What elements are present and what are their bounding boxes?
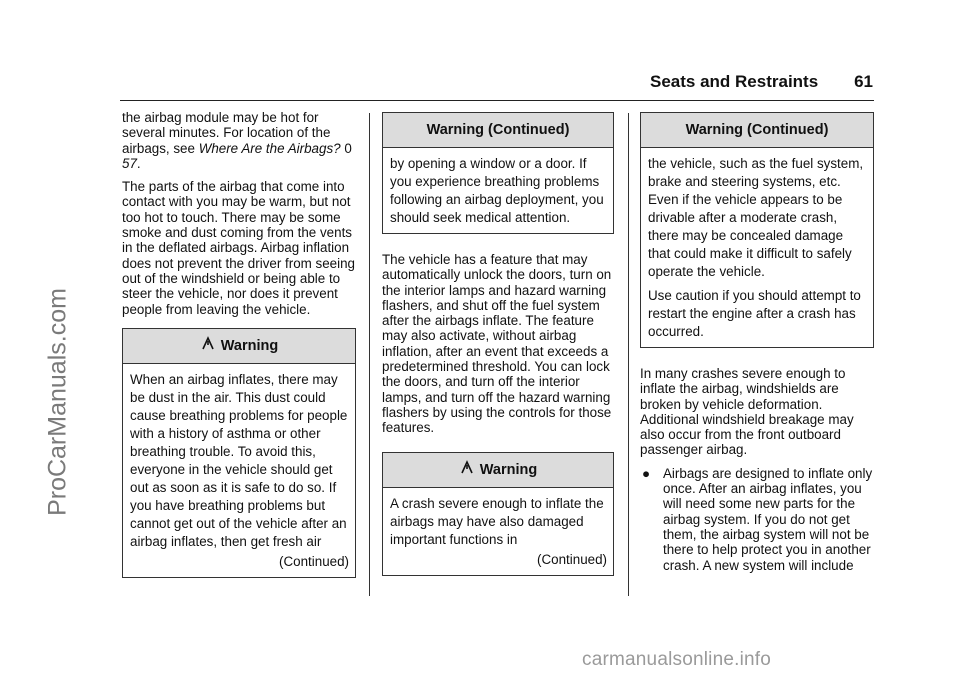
column-1	[122, 110, 356, 588]
column-divider-2	[628, 113, 629, 596]
warning-header	[123, 329, 355, 364]
warning-text: Use caution if you should attempt to restart the engine after a crash has occurred.	[648, 288, 861, 339]
list-item-text: Airbags are designed to inflate only once. After an airbag inflates, you will need some new parts for the airbag system. If you do not get them, the airbag system will not be there to help protect you in another crash. A new system will include	[663, 465, 873, 573]
paragraph: The parts of the airbag that come into contact with you may be warm, but not too hot to touch. There may be some smoke and dust coming from the vents in the deflated airbags. Airbag inflation does not prevent the driver from seeing out of the windshield or being able to steer the vehicle, nor does it prevent people from leaving the vehicle.	[122, 179, 355, 317]
warning-body	[641, 148, 873, 347]
warning-text: When an airbag inflates, there may be dust in the air. This dust could cause breathing problems for people with a history of asthma or other breathing trouble. To avoid this, everyone in the vehicle should get out as soon as it is safe to do so. If you have breathing problems but cannot get out of the vehicle after an airbag inflates, then get fresh air	[130, 371, 348, 549]
warning-box-continued	[382, 112, 614, 234]
warning-text: A crash severe enough to inflate the airbags may have also damaged important functions in	[390, 495, 604, 547]
paragraph-text: the airbag module may be hot for several minutes. For location of the airbags, see	[122, 110, 331, 156]
warning-symbol-icon	[459, 459, 475, 475]
continued-label: (Continued)	[537, 551, 607, 567]
list-item	[640, 466, 874, 573]
bullet-icon: ●	[642, 465, 651, 481]
warning-text: by opening a window or a door. If you experience breathing problems following an airbag deployment, you should seek medical attention.	[390, 156, 604, 225]
warning-text: the vehicle, such as the fuel system, brake and steering systems, etc. Even if the vehicle appears to be drivable after a moderate crash, there may be concealed damage that could make it difficult to safely operate the vehicle.	[648, 156, 864, 279]
warning-body	[383, 148, 613, 233]
warning-header	[383, 453, 613, 488]
period: .	[136, 155, 141, 171]
section-title: Seats and Restraints	[650, 72, 819, 91]
warning-box	[382, 452, 614, 576]
column-3	[640, 112, 874, 573]
warning-header: Warning (Continued)	[641, 113, 873, 148]
paragraph	[122, 110, 356, 171]
warning-title: Warning	[220, 337, 279, 354]
warning-header: Warning (Continued)	[383, 113, 613, 148]
bottom-watermark: carmanualsonline.info	[582, 649, 772, 670]
page-arrow-icon: 0	[344, 140, 352, 156]
cross-reference-link[interactable]: Where Are the Airbags?	[198, 140, 341, 156]
warning-symbol-icon	[200, 335, 216, 351]
paragraph: In many crashes severe enough to inflate the airbag, windshields are broken by vehicle deformation. Additional windshield breakage may also occur from the front outboard passenger airbag.	[640, 366, 854, 458]
paragraph: The vehicle has a feature that may automatically unlock the doors, turn on the interior lamps and hazard warning flashers, and shut off the fuel system after the airbags inflate. The feature may also activate, without airbag inflation, after an event that exceeds a predetermined threshold. You can lock the doors, and turn off the interior lamps, and turn off the hazard warning flashers by using the controls for those features.	[382, 252, 612, 436]
page-header	[620, 70, 873, 96]
warning-body	[383, 488, 613, 575]
column-2	[382, 112, 614, 586]
header-rule	[120, 100, 874, 101]
side-watermark: ProCarManuals.com	[43, 288, 72, 516]
warning-title: Warning	[479, 461, 538, 478]
column-divider-1	[369, 113, 370, 596]
cross-reference-page[interactable]: 57	[122, 155, 137, 171]
warning-body	[123, 364, 355, 577]
continued-label: (Continued)	[279, 553, 349, 569]
warning-box-continued	[640, 112, 874, 348]
warning-box	[122, 328, 356, 578]
page-number: 61	[854, 72, 873, 91]
